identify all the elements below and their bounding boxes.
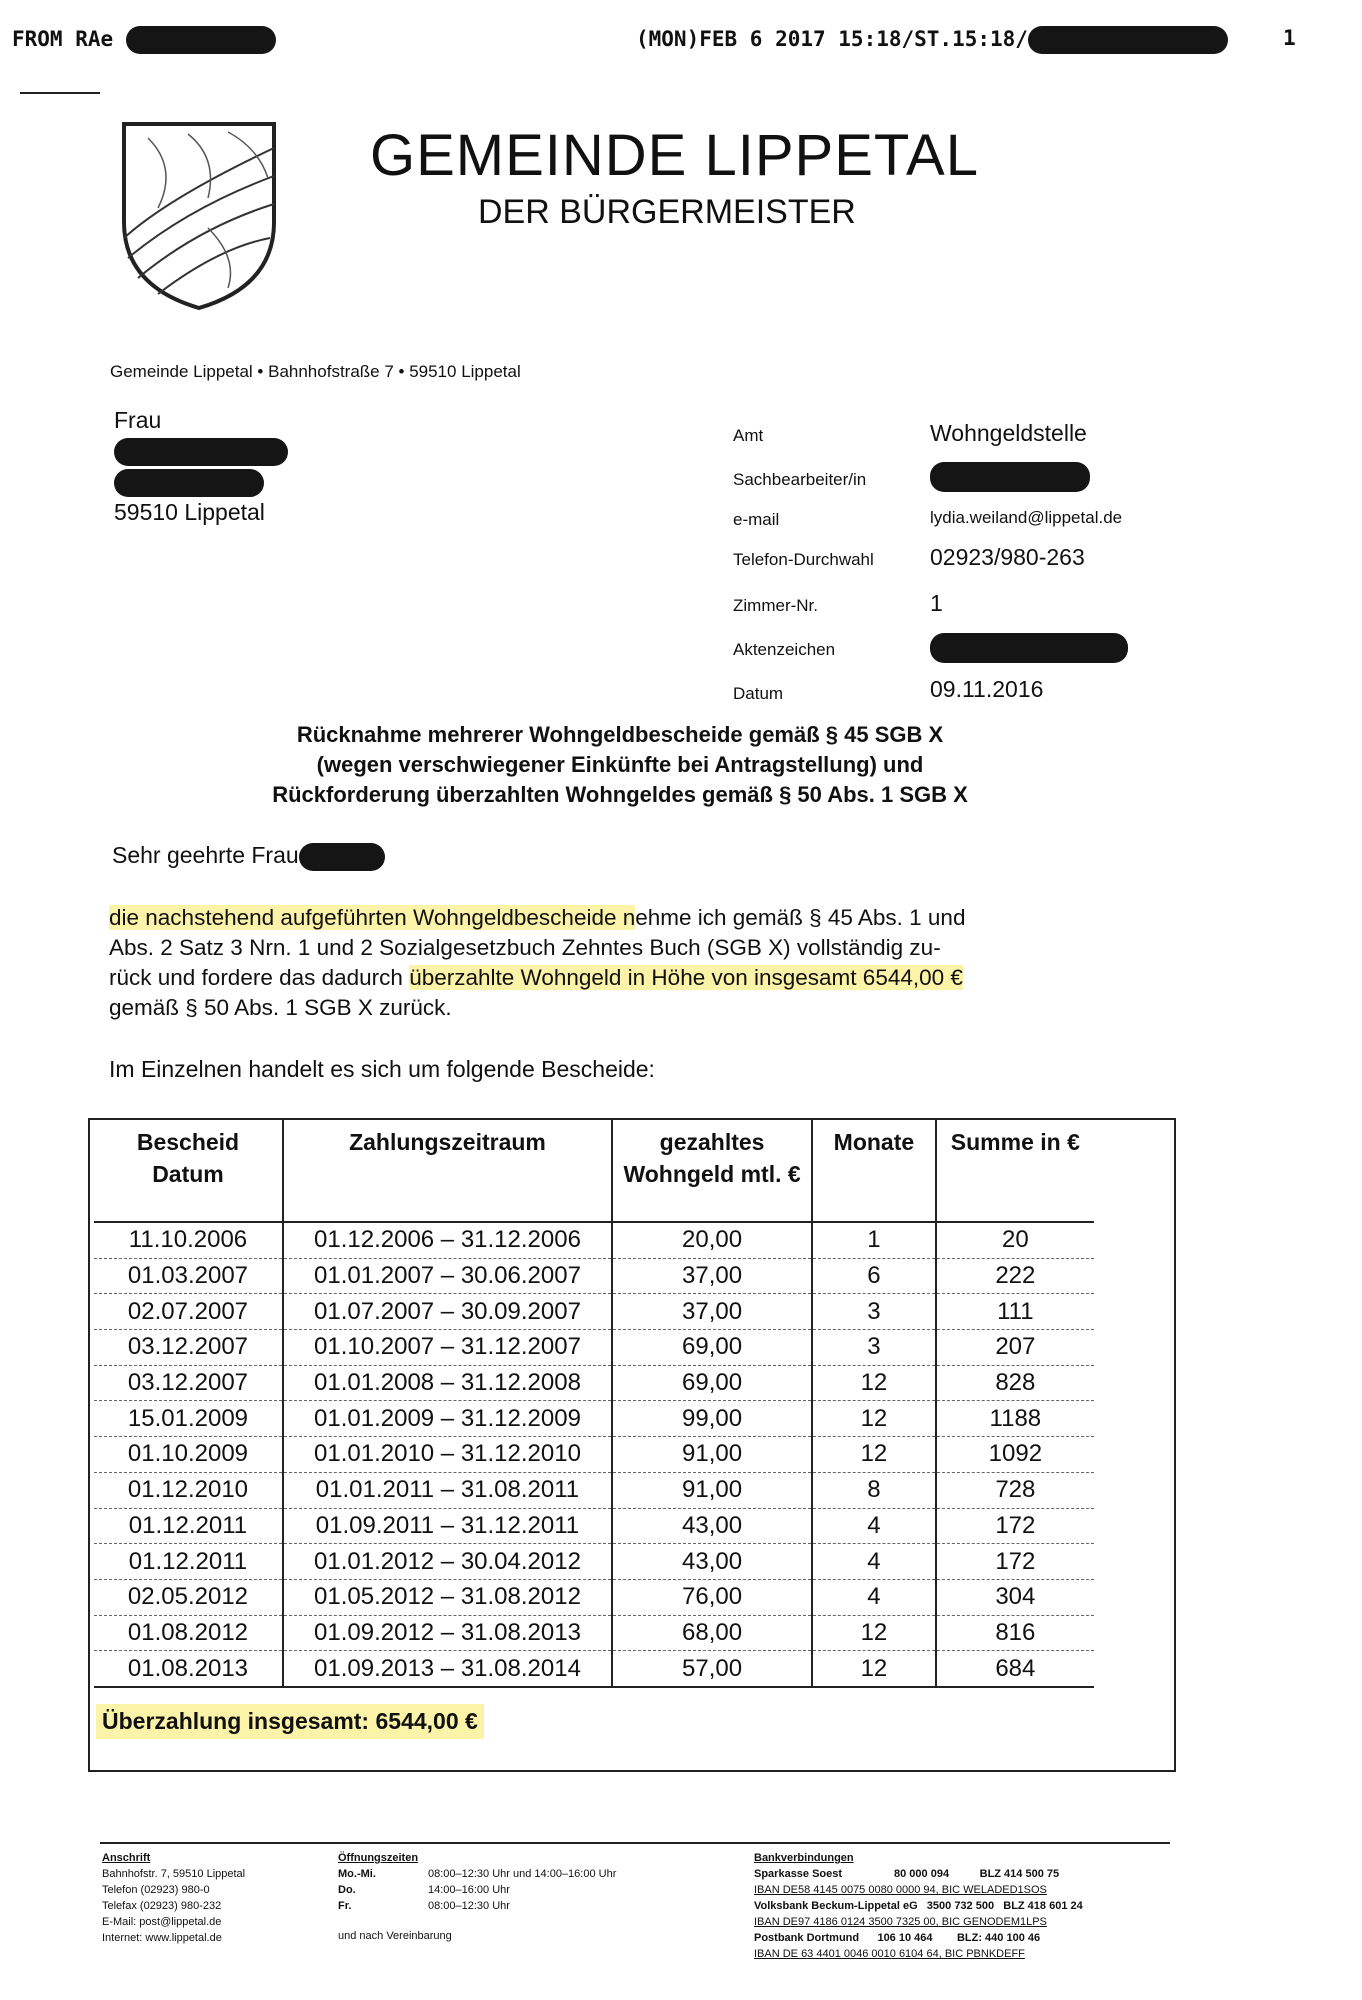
header-zahlungszeitraum: Zahlungszeitraum	[283, 1120, 612, 1222]
footer-address-line: E-Mail: post@lippetal.de	[102, 1916, 222, 1928]
telefon-label: Telefon-Durchwahl	[733, 550, 874, 569]
cell-datum: 02.05.2012	[94, 1579, 283, 1615]
table-row	[94, 1508, 1094, 1544]
redacted-recipient-street	[114, 469, 264, 497]
email-label: e-mail	[733, 510, 780, 529]
cell-datum: 01.08.2012	[94, 1615, 283, 1651]
footer-hours-line: Do. 14:00–16:00 Uhr	[338, 1884, 510, 1896]
cell-zeitraum: 01.07.2007 – 30.09.2007	[283, 1294, 612, 1330]
redacted-recipient-surname	[299, 843, 385, 871]
cell-monate: 4	[812, 1579, 936, 1615]
cell-betrag: 99,00	[612, 1401, 812, 1437]
zimmer-value: 1	[930, 590, 943, 616]
table-row	[94, 1401, 1094, 1437]
datum-label: Datum	[733, 684, 784, 703]
footer-hours-line: Mo.-Mi. 08:00–12:30 Uhr und 14:00–16:00 Uhr	[338, 1868, 617, 1880]
fax-header-datetime: (MON)FEB 6 2017 15:18/ST.15:18/	[636, 26, 1228, 54]
cell-zeitraum: 01.09.2013 – 31.08.2014	[283, 1651, 612, 1687]
cell-monate: 8	[812, 1472, 936, 1508]
cell-betrag: 68,00	[612, 1615, 812, 1651]
cell-summe: 728	[936, 1472, 1094, 1508]
sachbearbeiter-label: Sachbearbeiter/in	[733, 470, 867, 489]
footer-address-line: Telefax (02923) 980-232	[102, 1900, 222, 1912]
cell-summe: 222	[936, 1258, 1094, 1294]
cell-summe: 1188	[936, 1401, 1094, 1437]
cell-zeitraum: 01.05.2012 – 31.08.2012	[283, 1579, 612, 1615]
table-row	[94, 1579, 1094, 1615]
redacted-fax-number	[1028, 26, 1228, 54]
table-row	[94, 1472, 1094, 1508]
cell-summe: 20	[936, 1222, 1094, 1258]
cell-summe: 207	[936, 1330, 1094, 1366]
footer-bank-line: Sparkasse Soest 80 000 094 BLZ 414 500 75	[754, 1868, 1060, 1880]
cell-monate: 12	[812, 1437, 936, 1473]
cell-monate: 12	[812, 1401, 936, 1437]
cell-monate: 3	[812, 1330, 936, 1366]
org-subtitle: DER BÜRGERMEISTER	[478, 193, 856, 231]
table-row	[94, 1330, 1094, 1366]
header-bescheid-datum: Bescheid Datum	[94, 1120, 283, 1222]
cell-monate: 4	[812, 1544, 936, 1580]
cell-monate: 12	[812, 1615, 936, 1651]
cell-betrag: 91,00	[612, 1472, 812, 1508]
org-title: GEMEINDE LIPPETAL	[370, 123, 979, 188]
cell-zeitraum: 01.09.2012 – 31.08.2013	[283, 1615, 612, 1651]
cell-zeitraum: 01.01.2012 – 30.04.2012	[283, 1544, 612, 1580]
table-row	[94, 1651, 1094, 1687]
footer-bank-line: IBAN DE 63 4401 0046 0010 6104 64, BIC PBNKDEFF	[754, 1948, 1025, 1960]
footer-address-line: Bahnhofstr. 7, 59510 Lippetal	[102, 1868, 246, 1880]
footer-bank-line: IBAN DE58 4145 0075 0080 0000 94, BIC WELADED1SOS	[754, 1884, 1047, 1896]
cell-monate: 12	[812, 1365, 936, 1401]
cell-summe: 304	[936, 1579, 1094, 1615]
cell-datum: 11.10.2006	[94, 1222, 283, 1258]
cell-betrag: 91,00	[612, 1437, 812, 1473]
table-row	[94, 1258, 1094, 1294]
cell-monate: 4	[812, 1508, 936, 1544]
cell-summe: 172	[936, 1544, 1094, 1580]
recipient-address	[114, 405, 288, 527]
cell-datum: 01.12.2011	[94, 1544, 283, 1580]
cell-betrag: 43,00	[612, 1508, 812, 1544]
footer-address-line: Telefon (02923) 980-0	[102, 1884, 210, 1896]
footer-opening-hours: Öffnungszeiten Mo.-Mi. 08:00–12:30 Uhr und 14:00–16:00 Uhr Do. 14:00–16:00 Uhr Fr. 08:00–12:30 Uhr und nach Vereinbarung	[338, 1852, 617, 1942]
cell-monate: 12	[812, 1651, 936, 1687]
header-wohngeld: gezahltes Wohngeld mtl. €	[612, 1120, 812, 1222]
table-row	[94, 1222, 1094, 1258]
footer-hours-line: Fr. 08:00–12:30 Uhr	[338, 1900, 510, 1912]
cell-summe: 172	[936, 1508, 1094, 1544]
amt-value: Wohngeldstelle	[930, 420, 1087, 446]
cell-summe: 828	[936, 1365, 1094, 1401]
cell-datum: 02.07.2007	[94, 1294, 283, 1330]
fax-page-number: 1	[1283, 26, 1296, 50]
redacted-aktenzeichen	[930, 633, 1128, 663]
cell-datum: 01.08.2013	[94, 1651, 283, 1687]
cell-datum: 15.01.2009	[94, 1401, 283, 1437]
body-paragraph: die nachstehend aufgeführten Wohngeldbescheide nehme ich gemäß § 45 Abs. 1 und Abs. 2 Satz 3 Nrn. 1 und 2 Sozialgesetzbuch Zehntes Buch (SGB X) vollständig zu- rück und fordere das dadurch überzahlte Wohngeld in Höhe von insgesamt 6544,00 € gemäß § 50 Abs. 1 SGB X zurück.	[109, 905, 966, 1020]
recipient-city: 59510 Lippetal	[114, 498, 265, 525]
footer-address: Anschrift Bahnhofstr. 7, 59510 Lippetal Telefon (02923) 980-0 Telefax (02923) 980-232 E-Mail: post@lippetal.de Internet: www.lippetal.de	[102, 1852, 246, 1944]
greeting: Sehr geehrte Frau	[112, 842, 385, 871]
redacted-recipient-name	[114, 438, 288, 466]
cell-datum: 01.10.2009	[94, 1437, 283, 1473]
aktenzeichen-label: Aktenzeichen	[733, 640, 836, 659]
cell-datum: 01.03.2007	[94, 1258, 283, 1294]
recipient-salutation: Frau	[114, 407, 162, 433]
datum-value: 09.11.2016	[930, 676, 1044, 702]
cell-betrag: 69,00	[612, 1330, 812, 1366]
cell-zeitraum: 01.10.2007 – 31.12.2007	[283, 1330, 612, 1366]
cell-monate: 6	[812, 1258, 936, 1294]
header-summe: Summe in €	[950, 1129, 1080, 1155]
table-intro: Im Einzelnen handelt es sich um folgende Bescheide:	[109, 1056, 655, 1082]
email-value: lydia.weiland@lippetal.de	[930, 508, 1123, 527]
cell-datum: 01.12.2011	[94, 1508, 283, 1544]
cell-zeitraum: 01.12.2006 – 31.12.2006	[283, 1222, 612, 1258]
cell-summe: 816	[936, 1615, 1094, 1651]
table-row	[94, 1544, 1094, 1580]
cell-datum: 03.12.2007	[94, 1365, 283, 1401]
cell-datum: 03.12.2007	[94, 1330, 283, 1366]
cell-betrag: 69,00	[612, 1365, 812, 1401]
cell-betrag: 57,00	[612, 1651, 812, 1687]
sender-address-line: Gemeinde Lippetal • Bahnhofstraße 7 • 59510 Lippetal	[110, 362, 521, 381]
cell-monate: 1	[812, 1222, 936, 1258]
cell-betrag: 37,00	[612, 1258, 812, 1294]
fax-header-from: FROM RAe	[12, 26, 276, 54]
footer-divider	[100, 1842, 1170, 1844]
header-monate: Monate	[812, 1120, 936, 1222]
cell-summe: 684	[936, 1651, 1094, 1687]
cell-summe: 1092	[936, 1437, 1094, 1473]
footer-bank-details: Bankverbindungen Sparkasse Soest 80 000 094 BLZ 414 500 75 IBAN DE58 4145 0075 0080 0000 94, BIC WELADED1SOS Volksbank Beckum-Lippetal eG 3500 732 500 BLZ 418 601 24 IBAN DE97 4186 0124 3500 7325 00, BIC GENODEM1LPS Postbank Dortmund 106 10 464 BLZ: 440 100 46 IBAN DE 63 4401 0046 0010 6104 64, BIC PBNKDEFF	[754, 1852, 1083, 1960]
cell-betrag: 20,00	[612, 1222, 812, 1258]
cell-zeitraum: 01.01.2009 – 31.12.2009	[283, 1401, 612, 1437]
cell-datum: 01.12.2010	[94, 1472, 283, 1508]
telefon-value: 02923/980-263	[930, 544, 1085, 570]
table-row	[94, 1294, 1094, 1330]
table-row	[94, 1365, 1094, 1401]
cell-betrag: 43,00	[612, 1544, 812, 1580]
zimmer-label: Zimmer-Nr.	[733, 596, 818, 615]
cell-betrag: 37,00	[612, 1294, 812, 1330]
cell-monate: 3	[812, 1294, 936, 1330]
cell-betrag: 76,00	[612, 1579, 812, 1615]
cell-zeitraum: 01.01.2008 – 31.12.2008	[283, 1365, 612, 1401]
cell-zeitraum: 01.01.2010 – 31.12.2010	[283, 1437, 612, 1473]
cell-zeitraum: 01.01.2011 – 31.08.2011	[283, 1472, 612, 1508]
header-mark	[20, 92, 100, 94]
table-row	[94, 1615, 1094, 1651]
table-row	[94, 1437, 1094, 1473]
coat-of-arms-logo	[118, 118, 280, 314]
amt-label: Amt	[733, 426, 764, 445]
bescheid-table	[88, 1118, 1176, 1772]
redacted-sachbearbeiter	[930, 462, 1090, 492]
cell-zeitraum: 01.09.2011 – 31.12.2011	[283, 1508, 612, 1544]
footer-bank-line: Volksbank Beckum-Lippetal eG 3500 732 500 BLZ 418 601 24	[754, 1900, 1083, 1912]
footer-bank-line: Postbank Dortmund 106 10 464 BLZ: 440 100 46	[754, 1932, 1041, 1944]
footer-bank-line: IBAN DE97 4186 0124 3500 7325 00, BIC GENODEM1LPS	[754, 1916, 1047, 1928]
subject-heading: Rücknahme mehrerer Wohngeldbescheide gemäß § 45 SGB X (wegen verschwiegener Einkünfte bei Antragstellung) und Rückforderung überzahlten Wohngeldes gemäß § 50 Abs. 1 SGB X	[272, 722, 968, 807]
cell-summe: 111	[936, 1294, 1094, 1330]
total-overpayment: Überzahlung insgesamt: 6544,00 €	[96, 1704, 484, 1739]
redacted-sender	[126, 26, 276, 54]
cell-zeitraum: 01.01.2007 – 30.06.2007	[283, 1258, 612, 1294]
footer-address-line: Internet: www.lippetal.de	[102, 1932, 222, 1944]
